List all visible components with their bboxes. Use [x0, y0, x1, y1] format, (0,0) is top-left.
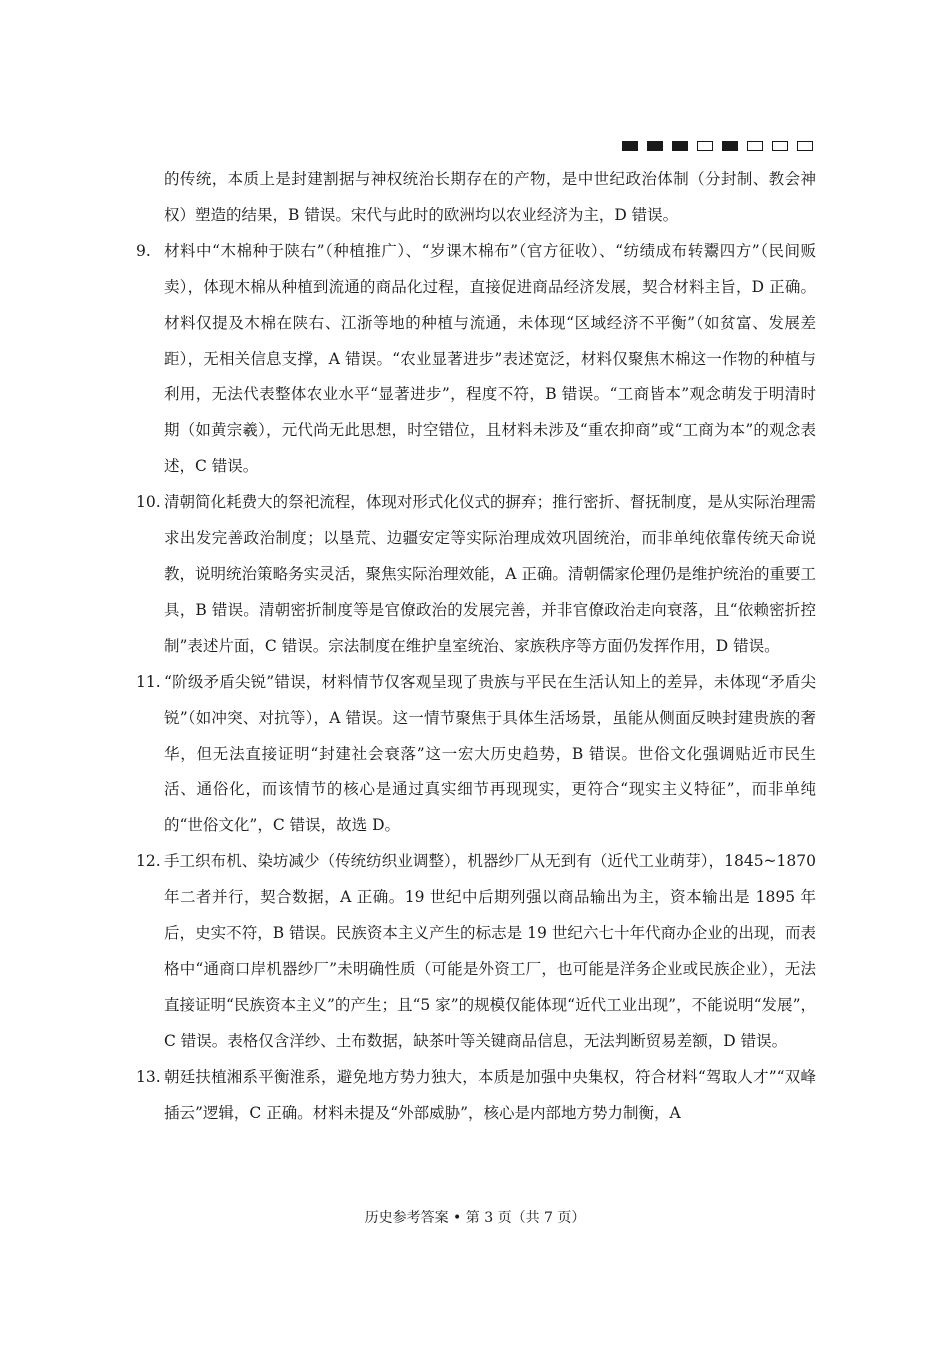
page-indicator — [622, 141, 813, 151]
answer-item-10 — [136, 485, 816, 665]
answer-text: 朝廷扶植湘系平衡淮系，避免地方势力独大，本质是加强中央集权，符合材料“驾取人才”“双峰插云”逻辑，C 正确。材料未提及“外部威胁”，核心是内部地方势力制衡，A — [164, 1067, 816, 1122]
answer-number: 9. — [136, 241, 151, 260]
answer-item-12 — [136, 844, 816, 1059]
indicator-square — [747, 141, 763, 151]
answer-item-13 — [136, 1060, 816, 1132]
indicator-square — [647, 141, 663, 151]
continuation-paragraph: 的传统，本质上是封建割据与神权统治长期存在的产物，是中世纪政治体制（分封制、教会神权）塑造的结果，B 错误。宋代与此时的欧洲均以农业经济为主，D 错误。 — [164, 170, 816, 224]
answer-text: “阶级矛盾尖锐”错误，材料情节仅客观呈现了贵族与平民在生活认知上的差异，未体现“矛盾尖锐”（如冲突、对抗等），A 错误。这一情节聚焦于具体生活场景，虽能从侧面反映封建贵族的奢华，但无法直接证明“封建社会衰落”这一宏大历史趋势，B 错误。世俗文化强调贴近市民生活、通俗化，而该情节的核心是通过真实细节再现现实，更符合“现实主义特征”，而非单纯的“世俗文化”，C 错误，故选 D。 — [164, 672, 816, 835]
indicator-square — [722, 141, 738, 151]
answer-content — [136, 162, 816, 1131]
page-footer: 历史参考答案 • 第 3 页（共 7 页） — [364, 1210, 586, 1226]
answer-item-9 — [136, 234, 816, 485]
answer-text: 清朝简化耗费大的祭祀流程，体现对形式化仪式的摒弃；推行密折、督抚制度，是从实际治理需求出发完善政治制度；以垦荒、边疆安定等实际治理成效巩固统治，而非单纯依靠传统天命说教，说明统治策略务实灵活，聚焦实际治理效能，A 正确。清朝儒家伦理仍是维护统治的重要工具，B 错误。清朝密折制度等是官僚政治的发展完善，并非官僚政治走向衰落，且“依赖密折控制”表述片面，C 错误。宗法制度在维护皇室统治、家族秩序等方面仍发挥作用，D 错误。 — [164, 493, 816, 655]
answer-number: 10. — [136, 493, 161, 512]
answer-text: 手工织布机、染坊减少（传统纺织业调整），机器纱厂从无到有（近代工业萌芽），1845~1870 年二者并行，契合数据，A 正确。19 世纪中后期列强以商品输出为主，资本输出是 1895 年后，史实不符，B 错误。民族资本主义产生的标志是 19 世纪六七十年代商办企业的出现，而表格中“通商口岸机器纱厂”未明确性质（可能是外资工厂，也可能是洋务企业或民族企业），无法直接证明“民族资本主义”的产生；且“5 家”的规模仅能体现“近代工业出现”，不能说明“发展”，C 错误。表格仅含洋纱、土布数据，缺茶叶等关键商品信息，无法判断贸易差额，D 错误。 — [164, 852, 816, 1050]
answer-item-11 — [136, 665, 816, 845]
indicator-square — [772, 141, 788, 151]
indicator-square — [797, 141, 813, 151]
indicator-square — [697, 141, 713, 151]
indicator-square — [622, 141, 638, 151]
indicator-square — [672, 141, 688, 151]
answer-number: 11. — [136, 672, 161, 691]
answer-text: 材料中“木棉种于陕右”（种植推广）、“岁课木棉布”（官方征收）、“纺绩成布转鬻四方”（民间贩卖），体现木棉从种植到流通的商品化过程，直接促进商品经济发展，契合材料主旨，D 正确。材料仅提及木棉在陕右、江浙等地的种植与流通，未体现“区域经济不平衡”（如贫富、发展差距），无相关信息支撑，A 错误。“农业显著进步”表述宽泛，材料仅聚焦木棉这一作物的种植与利用，无法代表整体农业水平“显著进步”，程度不符，B 错误。“工商皆本”观念萌发于明清时期（如黄宗羲），元代尚无此思想，时空错位，且材料未涉及“重农抑商”或“工商为本”的观念表述，C 错误。 — [164, 241, 816, 476]
answer-number: 12. — [136, 852, 161, 871]
answer-number: 13. — [136, 1067, 161, 1086]
